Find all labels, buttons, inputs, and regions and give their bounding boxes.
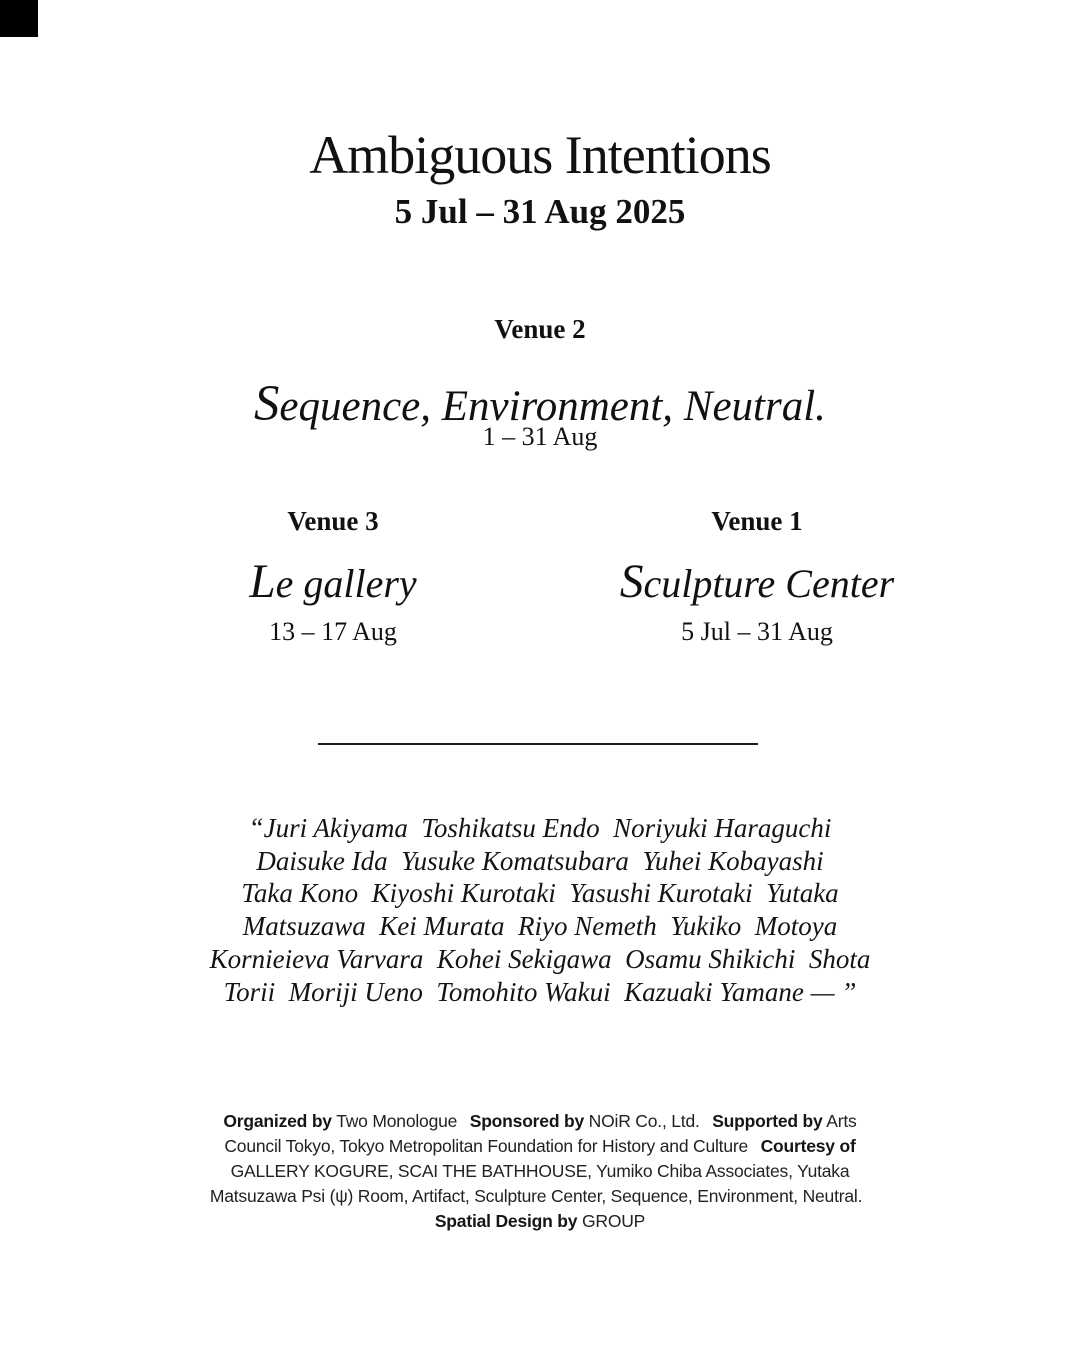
credit-label: Courtesy of bbox=[760, 1135, 856, 1156]
credit-text: GALLERY KOGURE, SCAI THE BATHHOUSE, Yumiko Chiba Associates, Yutaka Matsuzawa Psi (ψ) Room, Artifact, Sculpture Center, Sequence, Environment, Neutral. bbox=[209, 1160, 863, 1206]
artist-line: Daisuke Ida Yusuke Komatsubara Yuhei Kobayashi bbox=[256, 845, 824, 876]
credit-label: Spatial Design by bbox=[434, 1210, 578, 1231]
exhibition-date-range: 5 Jul – 31 Aug 2025 bbox=[394, 192, 686, 231]
exhibition-title: Ambiguous Intentions bbox=[309, 125, 771, 185]
venue3-label: Venue 3 bbox=[287, 506, 379, 536]
credit-text: GROUP bbox=[581, 1210, 646, 1231]
horizontal-divider bbox=[318, 743, 758, 745]
venue2-name: Sequence, Environment, Neutral. bbox=[254, 375, 826, 431]
artist-line: “Juri Akiyama Toshikatsu Endo Noriyuki Haraguchi bbox=[248, 813, 832, 843]
venue3-dates: 13 – 17 Aug bbox=[269, 617, 397, 646]
venue3-name: Le gallery bbox=[249, 556, 417, 608]
credits-paragraph bbox=[204, 1109, 876, 1234]
artist-line: Torii Moriji Ueno Tomohito Wakui Kazuaki Yamane — ” bbox=[223, 976, 857, 1007]
venue1-dates: 5 Jul – 31 Aug bbox=[681, 617, 833, 646]
venue1-block bbox=[557, 506, 957, 647]
credit-text: Arts Council Tokyo, Tokyo Metropolitan Foundation for History and Culture bbox=[224, 1110, 857, 1156]
credit-organized-by bbox=[223, 1111, 457, 1131]
credit-text: NOiR Co., Ltd. bbox=[588, 1110, 700, 1131]
artist-line: Kornieieva Varvara Kohei Sekigawa Osamu Shikichi Shota bbox=[209, 943, 871, 974]
venue2-label: Venue 2 bbox=[494, 314, 586, 344]
artist-line: Matsuzawa Kei Murata Riyo Nemeth Yukiko Motoya bbox=[242, 911, 838, 942]
venue2-dates: 1 – 31 Aug bbox=[482, 422, 598, 451]
corner-black-square bbox=[0, 0, 38, 37]
credit-label: Supported by bbox=[712, 1110, 823, 1131]
artist-line: Taka Kono Kiyoshi Kurotaki Yasushi Kurotaki Yutaka bbox=[241, 878, 839, 909]
artist-list bbox=[0, 812, 1080, 1008]
venue1-label: Venue 1 bbox=[711, 506, 803, 536]
credit-label: Sponsored by bbox=[469, 1110, 584, 1131]
credit-label: Organized by bbox=[223, 1110, 332, 1131]
credit-sponsored-by bbox=[470, 1111, 700, 1131]
venue3-block bbox=[133, 506, 533, 647]
credit-text: Two Monologue bbox=[336, 1110, 458, 1131]
venue1-name: Sculpture Center bbox=[619, 556, 895, 608]
credit-spatial-design-by bbox=[435, 1211, 645, 1231]
